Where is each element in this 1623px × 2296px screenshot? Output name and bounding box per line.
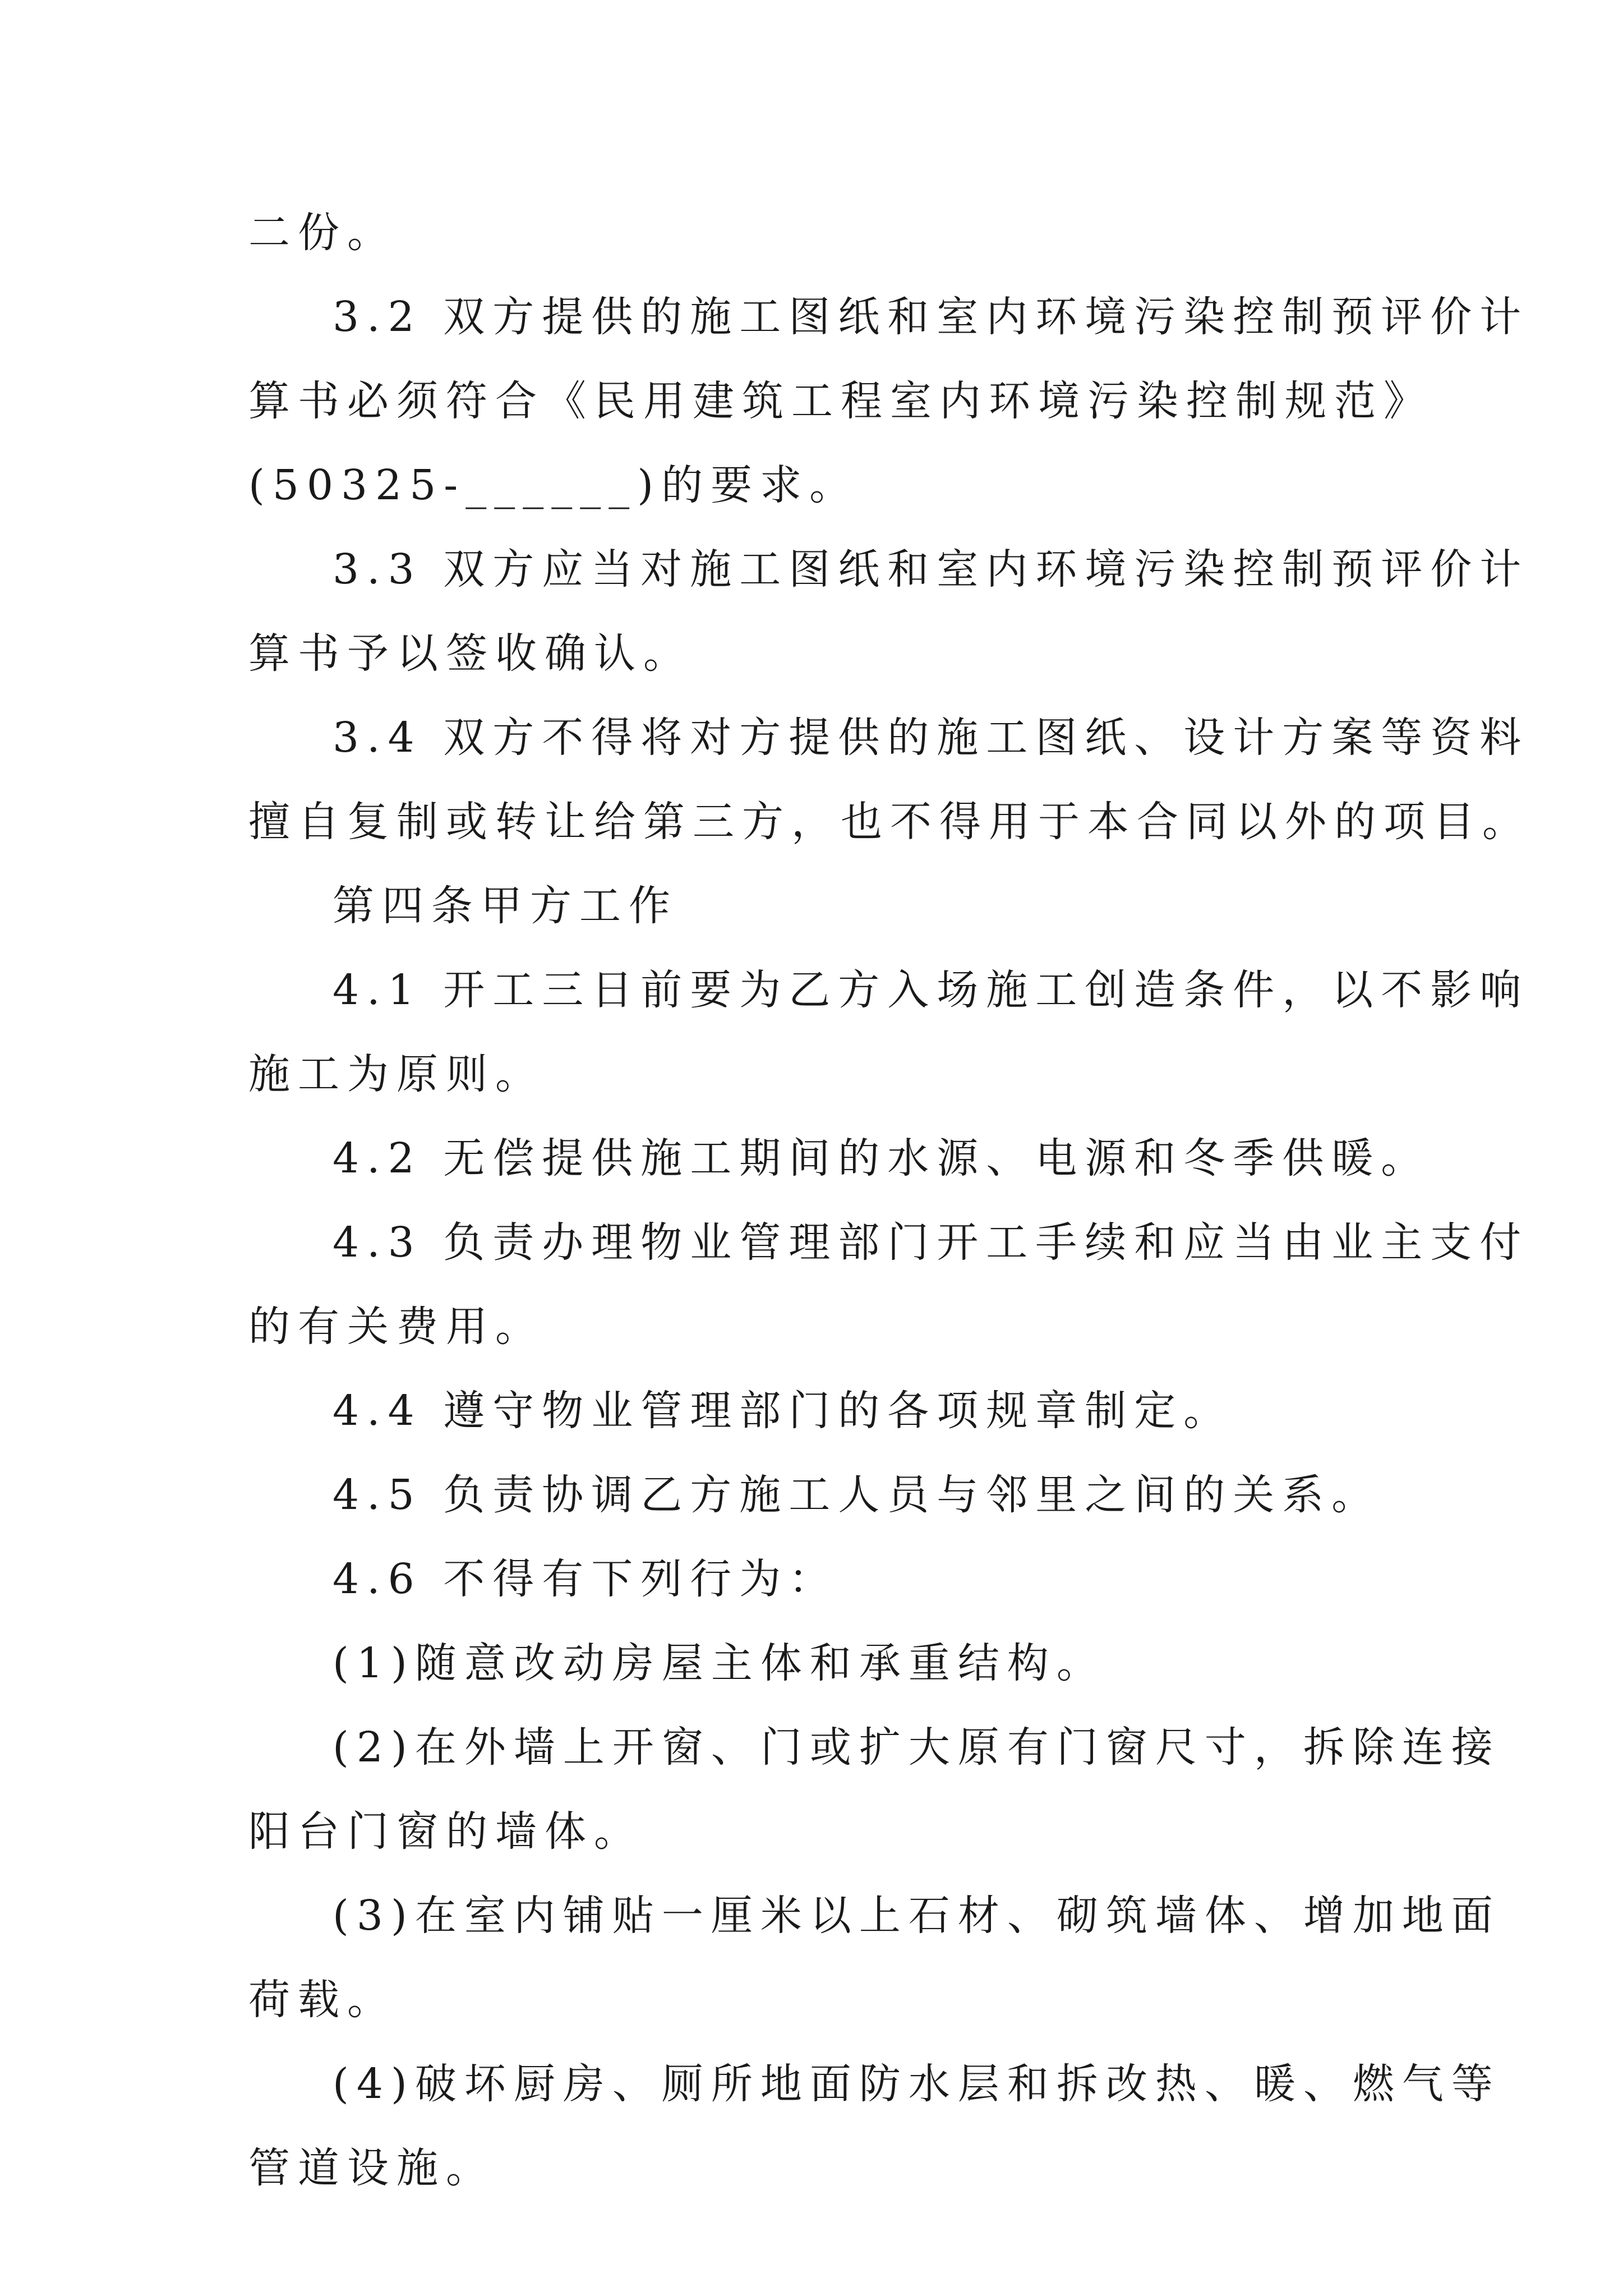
fill-in-blank: ______ [465, 461, 638, 509]
text-line: 施工为原则。 [248, 1050, 545, 1098]
text-line: 3.2 双方提供的施工图纸和室内环境污染控制预评价计 [333, 293, 1529, 341]
text-line: 3.4 双方不得将对方提供的施工图纸、设计方案等资料 [333, 714, 1529, 762]
text-segment: (50325- [248, 461, 466, 509]
text-line-with-blank [248, 443, 1387, 527]
section-heading: 第四条甲方工作 [333, 882, 678, 930]
text-line: 擅自复制或转让给第三方，也不得用于本合同以外的项目。 [248, 798, 1532, 846]
text-line: 的有关费用。 [248, 1303, 545, 1351]
text-line: 4.3 负责办理物业管理部门开工手续和应当由业主支付 [333, 1218, 1529, 1267]
text-line: 3.3 双方应当对施工图纸和室内环境污染控制预评价计 [333, 545, 1529, 593]
text-line: (3)在室内铺贴一厘米以上石材、砌筑墙体、增加地面 [333, 1892, 1501, 1940]
text-line: 算书必须符合《民用建筑工程室内环境污染控制规范》 [248, 377, 1433, 425]
text-segment: )的要求。 [637, 461, 859, 509]
text-line: 4.1 开工三日前要为乙方入场施工创造条件，以不影响 [333, 966, 1529, 1014]
text-line: 管道设施。 [248, 2144, 495, 2192]
text-line: (4)破坏厨房、厕所地面防水层和拆改热、暖、燃气等 [333, 2060, 1501, 2108]
text-line: 4.5 负责协调乙方施工人员与邻里之间的关系。 [333, 1471, 1381, 1519]
text-line: 4.2 无偿提供施工期间的水源、电源和冬季供暖。 [333, 1134, 1431, 1182]
text-line: 二份。 [248, 209, 396, 257]
text-line: 荷载。 [248, 1976, 396, 2024]
document-body [248, 191, 1532, 2210]
text-line: 4.6 不得有下列行为： [333, 1555, 838, 1603]
text-line: (2)在外墙上开窗、门或扩大原有门窗尺寸，拆除连接 [333, 1723, 1501, 1772]
text-line: 算书予以签收确认。 [248, 629, 693, 678]
text-line: 4.4 遵守物业管理部门的各项规章制定。 [333, 1387, 1233, 1435]
text-line: 阳台门窗的墙体。 [248, 1807, 643, 1856]
text-line: (1)随意改动房屋主体和承重结构。 [333, 1639, 1106, 1687]
